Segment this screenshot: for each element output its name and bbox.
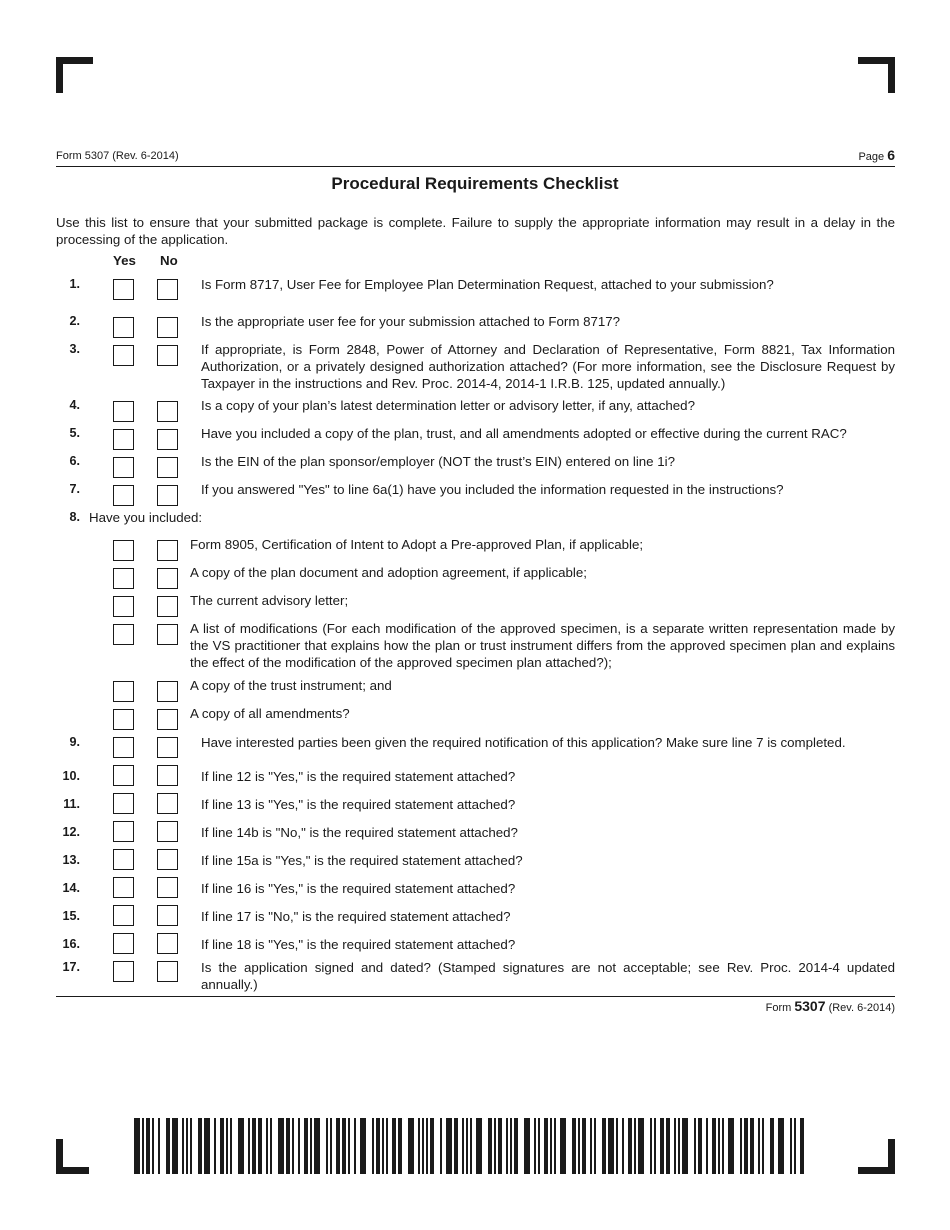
footer-rev: (Rev. 6-2014) (828, 1002, 895, 1014)
barcode-bar (198, 1118, 202, 1174)
barcode-bar (298, 1118, 300, 1174)
barcode-bar (146, 1118, 150, 1174)
barcode (134, 1118, 806, 1174)
barcode-bar (494, 1118, 496, 1174)
barcode-bar (238, 1118, 244, 1174)
barcode-bar (678, 1118, 680, 1174)
crop-mark-top-left-v (56, 57, 63, 93)
question-number: 6. (69, 454, 80, 468)
question-number: 8. (69, 510, 80, 524)
barcode-bar (800, 1118, 804, 1174)
yes-checkbox[interactable] (113, 345, 134, 366)
barcode-bar (398, 1118, 402, 1174)
yes-checkbox[interactable] (113, 429, 134, 450)
barcode-bar (488, 1118, 492, 1174)
barcode-bar (544, 1118, 548, 1174)
no-checkbox[interactable] (157, 485, 178, 506)
no-checkbox[interactable] (157, 317, 178, 338)
page-number: 6 (887, 147, 895, 163)
question-text: Have you included a copy of the plan, trust, and all amendments adopted or effective during the current RAC? (201, 426, 847, 441)
barcode-bar (360, 1118, 366, 1174)
yes-checkbox[interactable] (113, 596, 134, 617)
footer-rule (56, 996, 895, 997)
barcode-bar (524, 1118, 530, 1174)
barcode-bar (382, 1118, 384, 1174)
barcode-bar (694, 1118, 696, 1174)
barcode-bar (654, 1118, 656, 1174)
barcode-bar (778, 1118, 784, 1174)
barcode-bar (762, 1118, 764, 1174)
yes-checkbox[interactable] (113, 933, 134, 954)
barcode-bar (722, 1118, 724, 1174)
barcode-bar (470, 1118, 472, 1174)
no-checkbox[interactable] (157, 709, 178, 730)
footer-form-prefix: Form (765, 1002, 792, 1014)
barcode-bar (386, 1118, 388, 1174)
barcode-bar (582, 1118, 586, 1174)
no-checkbox[interactable] (157, 429, 178, 450)
yes-checkbox[interactable] (113, 765, 134, 786)
no-checkbox[interactable] (157, 624, 178, 645)
yes-checkbox[interactable] (113, 568, 134, 589)
barcode-bar (514, 1118, 518, 1174)
page-indicator (858, 147, 895, 163)
barcode-bar (304, 1118, 308, 1174)
form-footer (766, 998, 895, 1014)
sub-item-text: A copy of all amendments? (190, 706, 350, 721)
barcode-bar (252, 1118, 256, 1174)
question-text: If line 12 is "Yes," is the required statement attached? (201, 769, 516, 784)
question-number: 15. (62, 909, 80, 923)
question-text: Is a copy of your plan’s latest determination letter or advisory letter, if any, attached? (201, 398, 695, 413)
question-number: 10. (62, 769, 80, 783)
no-checkbox[interactable] (157, 765, 178, 786)
header-rule (56, 166, 895, 167)
no-checkbox[interactable] (157, 933, 178, 954)
barcode-bar (190, 1118, 192, 1174)
question-text: Is the EIN of the plan sponsor/employer (NOT the trust’s EIN) entered on line 1i? (201, 454, 676, 469)
barcode-bar (718, 1118, 720, 1174)
question-number: 17. (62, 960, 80, 974)
question-text: Is Form 8717, User Fee for Employee Plan Determination Request, attached to your submission? (201, 277, 774, 292)
no-checkbox[interactable] (157, 457, 178, 478)
barcode-bar (220, 1118, 224, 1174)
question-text: Have you included: (89, 510, 203, 525)
question-text: Is the appropriate user fee for your submission attached to Form 8717? (201, 314, 621, 329)
question-number: 9. (69, 735, 80, 749)
no-checkbox[interactable] (157, 905, 178, 926)
barcode-bar (342, 1118, 346, 1174)
barcode-bar (510, 1118, 512, 1174)
barcode-bar (278, 1118, 284, 1174)
barcode-bar (204, 1118, 210, 1174)
barcode-bar (498, 1118, 502, 1174)
form-id-header: Form 5307 (Rev. 6-2014) (56, 150, 179, 162)
barcode-bar (554, 1118, 556, 1174)
barcode-bar (418, 1118, 420, 1174)
yes-checkbox[interactable] (113, 849, 134, 870)
barcode-bar (660, 1118, 664, 1174)
question-text: If appropriate, is Form 2848, Power of Attorney and Declaration of Representative, Form 8821, Tax Information Authorization, or a privately designed authorization attached? (For more information, see the Disclosure Request by Taxpayer in the instructions and Rev. Proc. 2014-4, 2014-1 I.R.B. 125, updated annually.) (201, 342, 895, 391)
barcode-bar (230, 1118, 232, 1174)
question-text: If line 18 is "Yes," is the required statement attached? (201, 937, 516, 952)
barcode-bar (440, 1118, 442, 1174)
barcode-bar (292, 1118, 294, 1174)
barcode-bar (430, 1118, 434, 1174)
question-number: 11. (63, 797, 80, 811)
sub-item-text: A copy of the trust instrument; and (190, 678, 392, 693)
yes-checkbox[interactable] (113, 709, 134, 730)
barcode-bar (698, 1118, 702, 1174)
question-text: If line 17 is "No," is the required statement attached? (201, 909, 511, 924)
yes-checkbox[interactable] (113, 681, 134, 702)
question-number: 12. (62, 825, 80, 839)
no-checkbox[interactable] (157, 596, 178, 617)
sub-item-text: Form 8905, Certification of Intent to Adopt a Pre-approved Plan, if applicable; (190, 537, 644, 552)
barcode-bar (376, 1118, 380, 1174)
barcode-bar (706, 1118, 708, 1174)
barcode-bar (538, 1118, 540, 1174)
barcode-bar (744, 1118, 748, 1174)
no-checkbox[interactable] (157, 821, 178, 842)
barcode-bar (426, 1118, 428, 1174)
yes-checkbox[interactable] (113, 821, 134, 842)
barcode-bar (372, 1118, 374, 1174)
yes-checkbox[interactable] (113, 877, 134, 898)
barcode-bar (354, 1118, 356, 1174)
barcode-bar (462, 1118, 464, 1174)
question-number: 13. (62, 853, 80, 867)
no-checkbox[interactable] (157, 345, 178, 366)
barcode-bar (740, 1118, 742, 1174)
barcode-bar (466, 1118, 468, 1174)
barcode-bar (634, 1118, 636, 1174)
yes-checkbox[interactable] (113, 401, 134, 422)
intro-text: Use this list to ensure that your submitted package is complete. Failure to supply the appropriate information may result in a delay in the processing of the application. (56, 215, 895, 247)
barcode-bar (182, 1118, 184, 1174)
barcode-bar (572, 1118, 576, 1174)
barcode-bar (186, 1118, 188, 1174)
barcode-bar (602, 1118, 606, 1174)
yes-checkbox[interactable] (113, 457, 134, 478)
barcode-bar (158, 1118, 160, 1174)
barcode-bar (422, 1118, 424, 1174)
question-number: 2. (69, 314, 80, 328)
barcode-bar (348, 1118, 350, 1174)
barcode-bar (628, 1118, 632, 1174)
barcode-bar (152, 1118, 154, 1174)
question-number: 4. (69, 398, 80, 412)
question-number: 1. (69, 277, 80, 291)
barcode-bar (286, 1118, 290, 1174)
footer-form-number: 5307 (794, 998, 826, 1014)
barcode-bar (134, 1118, 140, 1174)
barcode-bar (550, 1118, 552, 1174)
barcode-bar (728, 1118, 734, 1174)
barcode-bar (770, 1118, 774, 1174)
no-checkbox[interactable] (157, 401, 178, 422)
barcode-bar (248, 1118, 250, 1174)
barcode-bar (314, 1118, 320, 1174)
barcode-bar (172, 1118, 178, 1174)
question-number: 14. (62, 881, 80, 895)
barcode-bar (476, 1118, 482, 1174)
barcode-bar (166, 1118, 170, 1174)
no-checkbox[interactable] (157, 961, 178, 982)
no-checkbox[interactable] (157, 681, 178, 702)
barcode-bar (712, 1118, 716, 1174)
barcode-bar (590, 1118, 592, 1174)
page-title: Procedural Requirements Checklist (331, 174, 619, 193)
yes-checkbox[interactable] (113, 485, 134, 506)
question-text: If line 13 is "Yes," is the required statement attached? (201, 797, 516, 812)
barcode-bar (674, 1118, 676, 1174)
no-checkbox[interactable] (157, 877, 178, 898)
barcode-bar (258, 1118, 262, 1174)
page-label: Page (858, 151, 885, 163)
barcode-bar (214, 1118, 216, 1174)
barcode-bar (270, 1118, 272, 1174)
barcode-bar (330, 1118, 332, 1174)
no-checkbox[interactable] (157, 540, 178, 561)
question-number: 5. (69, 426, 80, 440)
barcode-bar (446, 1118, 452, 1174)
crop-mark-bottom-left-v (56, 1139, 63, 1174)
yes-checkbox[interactable] (113, 793, 134, 814)
barcode-bar (622, 1118, 624, 1174)
sub-item-text: A copy of the plan document and adoption agreement, if applicable; (190, 565, 587, 580)
barcode-bar (142, 1118, 144, 1174)
no-checkbox[interactable] (157, 279, 178, 300)
crop-mark-bottom-right-v (888, 1139, 895, 1174)
question-text: If line 16 is "Yes," is the required statement attached? (201, 881, 516, 896)
yes-checkbox[interactable] (113, 540, 134, 561)
question-number: 3. (69, 342, 80, 356)
barcode-bar (650, 1118, 652, 1174)
yes-checkbox[interactable] (113, 905, 134, 926)
barcode-bar (226, 1118, 228, 1174)
barcode-bar (392, 1118, 396, 1174)
question-text: Have interested parties been given the required notification of this application? Make sure line 7 is completed. (201, 735, 846, 750)
barcode-bar (758, 1118, 760, 1174)
barcode-bar (750, 1118, 754, 1174)
yes-checkbox[interactable] (113, 961, 134, 982)
no-checkbox[interactable] (157, 793, 178, 814)
no-checkbox[interactable] (157, 737, 178, 758)
question-text: If line 15a is "Yes," is the required statement attached? (201, 853, 523, 868)
yes-checkbox[interactable] (113, 624, 134, 645)
barcode-bar (326, 1118, 328, 1174)
barcode-bar (310, 1118, 312, 1174)
question-text: Is the application signed and dated? (Stamped signatures are not acceptable; see Rev. Proc. 2014-4 updated annually.) (201, 960, 895, 992)
sub-item-text: The current advisory letter; (190, 593, 349, 608)
barcode-bar (616, 1118, 618, 1174)
barcode-bar (534, 1118, 536, 1174)
barcode-bar (608, 1118, 614, 1174)
column-header-yes: Yes (113, 253, 136, 268)
crop-mark-top-right-v (888, 57, 895, 93)
barcode-bar (790, 1118, 792, 1174)
question-number: 7. (69, 482, 80, 496)
column-header-no: No (160, 253, 178, 268)
no-checkbox[interactable] (157, 568, 178, 589)
barcode-bar (638, 1118, 644, 1174)
barcode-bar (578, 1118, 580, 1174)
barcode-bar (594, 1118, 596, 1174)
barcode-bar (666, 1118, 670, 1174)
question-text: If line 14b is "No," is the required statement attached? (201, 825, 518, 840)
sub-item-text: A list of modifications (For each modification of the approved specimen, is a separate written representation made by the VS practitioner that explains how the plan or trust instrument differs from the approved specimen plan and explains the effect of the modification of the approved specimen plan attached?); (190, 621, 895, 670)
barcode-bar (560, 1118, 566, 1174)
barcode-bar (336, 1118, 340, 1174)
barcode-bar (682, 1118, 688, 1174)
barcode-bar (454, 1118, 458, 1174)
barcode-bar (266, 1118, 268, 1174)
yes-checkbox[interactable] (113, 279, 134, 300)
question-text: If you answered "Yes" to line 6a(1) have you included the information requested in the instructions? (201, 482, 784, 497)
yes-checkbox[interactable] (113, 737, 134, 758)
no-checkbox[interactable] (157, 849, 178, 870)
barcode-bar (408, 1118, 414, 1174)
barcode-bar (794, 1118, 796, 1174)
yes-checkbox[interactable] (113, 317, 134, 338)
barcode-bar (506, 1118, 508, 1174)
question-number: 16. (62, 937, 80, 951)
